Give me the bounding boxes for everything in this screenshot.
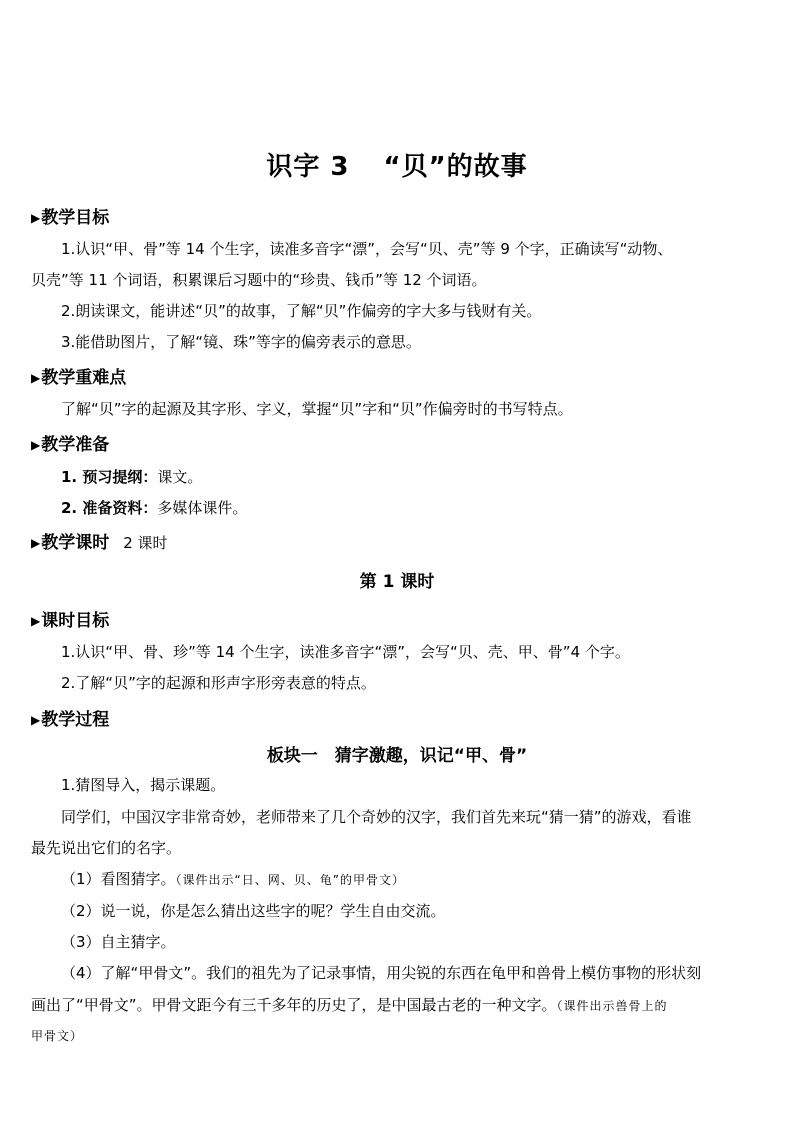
courseware-note: （课件出示“日、网、贝、龟”的甲骨文） bbox=[175, 873, 405, 887]
process-line-6-continued: 画出了“甲骨文”。甲骨文距今有三千多年的历史了，是中国最古老的一种文字。（课件出示兽骨上的 bbox=[31, 996, 668, 1014]
lesson-1-title: 第 1 课时 bbox=[359, 572, 435, 592]
section-heading-preparation: ▶教学准备 bbox=[31, 435, 110, 455]
preparation-item-2: 2. 准备资料：多媒体课件。 bbox=[61, 499, 248, 517]
triangle-marker-icon: ▶ bbox=[31, 713, 41, 727]
page-title bbox=[0, 146, 794, 183]
key-points-text: 了解“贝”字的起源及其字形、字义，掌握“贝”字和“贝”作偏旁时的书写特点。 bbox=[61, 400, 573, 418]
preparation-item-1: 1. 预习提纲：课文。 bbox=[61, 468, 203, 486]
process-line-5: （3）自主猜字。 bbox=[61, 933, 176, 951]
triangle-marker-icon: ▶ bbox=[31, 438, 41, 452]
section-heading-goals: ▶教学目标 bbox=[31, 208, 110, 228]
process-line-4: （2）说一说，你是怎么猜出这些字的呢？学生自由交流。 bbox=[61, 902, 446, 920]
courseware-note-2: （课件出示兽骨上的 bbox=[556, 999, 668, 1013]
process-line-6: （4）了解“甲骨文”。我们的祖先为了记录事情，用尖锐的东西在龟甲和兽骨上模仿事物的形状刻 bbox=[61, 964, 702, 982]
triangle-marker-icon: ▶ bbox=[31, 614, 41, 628]
process-line-6-end: 甲骨文） bbox=[31, 1029, 84, 1043]
section-heading-lesson-goals: ▶课时目标 bbox=[31, 611, 110, 631]
block-one-title: 板块一 猜字激趣，识记“甲、骨” bbox=[266, 746, 528, 766]
process-line-1: 1.猜图导入，揭示课题。 bbox=[61, 776, 226, 794]
goal-item-1-continued: 贝壳”等 11 个词语，积累课后习题中的“珍贵、钱币”等 12 个词语。 bbox=[31, 271, 487, 289]
lesson-goal-2: 2.了解“贝”字的起源和形声字形旁表意的特点。 bbox=[61, 674, 376, 692]
title-lesson-number: 识字 3 bbox=[266, 152, 350, 182]
section-heading-key-points: ▶教学重难点 bbox=[31, 368, 127, 388]
hours-value: 2 课时 bbox=[123, 534, 168, 552]
section-heading-hours: ▶教学课时 2 课时 bbox=[31, 533, 168, 553]
triangle-marker-icon: ▶ bbox=[31, 536, 41, 550]
triangle-marker-icon: ▶ bbox=[31, 211, 41, 225]
lesson-goal-1: 1.认识“甲、骨、珍”等 14 个生字，读准多音字“漂”，会写“贝、壳、甲、骨”4 个字。 bbox=[61, 643, 630, 661]
goal-item-1: 1.认识“甲、骨”等 14 个生字，读准多音字“漂”，会写“贝、壳”等 9 个字，正确读写“动物、 bbox=[61, 240, 673, 258]
process-line-3: （1）看图猜字。（课件出示“日、网、贝、龟”的甲骨文） bbox=[61, 870, 405, 888]
goal-item-3: 3.能借助图片，了解“镜、珠”等字的偏旁表示的意思。 bbox=[61, 333, 421, 351]
section-heading-process: ▶教学过程 bbox=[31, 710, 110, 730]
process-line-2: 同学们，中国汉字非常奇妙，老师带来了几个奇妙的汉字，我们首先来玩“猜一猜”的游戏，看谁 bbox=[61, 808, 692, 826]
title-text: “贝”的故事 bbox=[383, 152, 528, 182]
triangle-marker-icon: ▶ bbox=[31, 371, 41, 385]
goal-item-2: 2.朗读课文，能讲述“贝”的故事，了解“贝”作偏旁的字大多与钱财有关。 bbox=[61, 302, 542, 320]
process-line-2-continued: 最先说出它们的名字。 bbox=[31, 839, 182, 857]
